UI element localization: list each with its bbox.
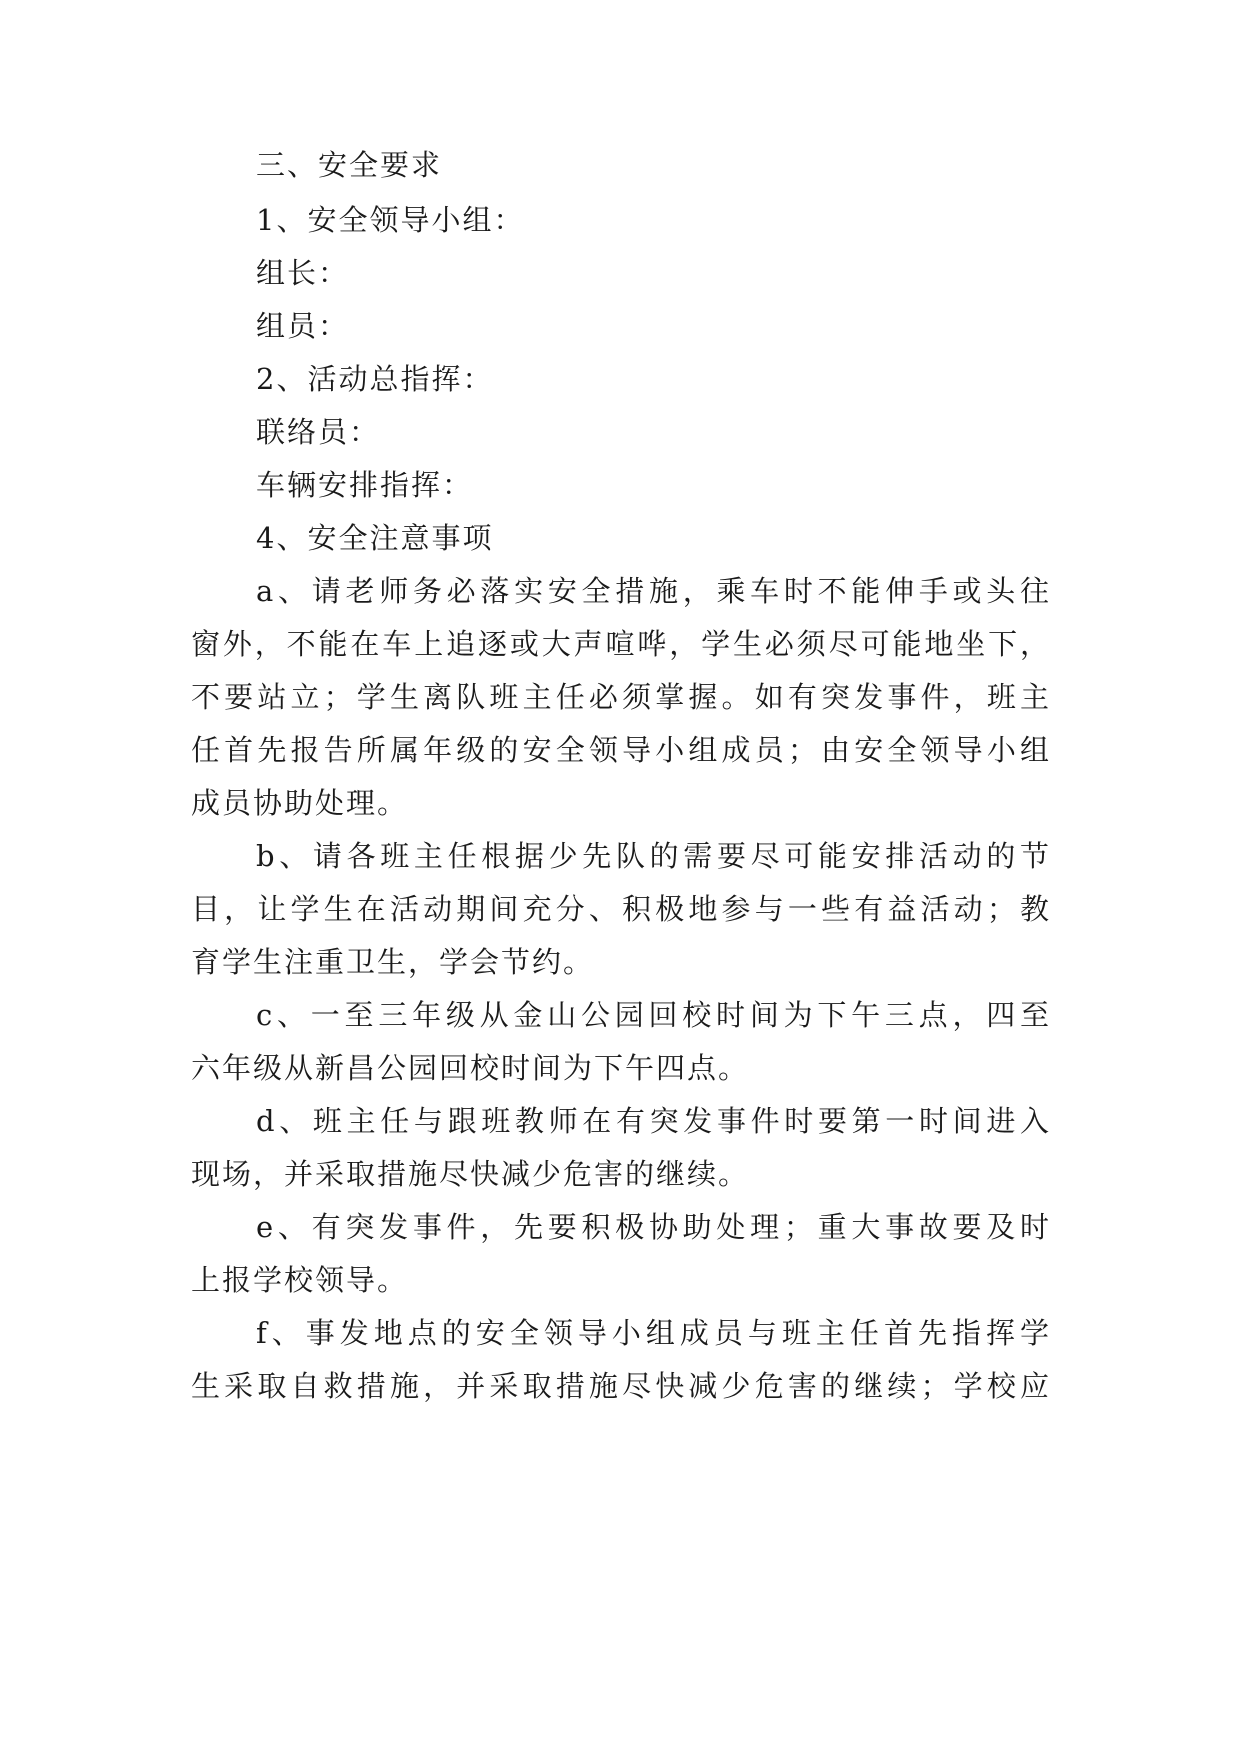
paragraph-line: c、一至三年级从金山公园回校时间为下午三点，四至: [256, 998, 1049, 1032]
text-line: 2、活动总指挥：: [256, 362, 494, 396]
paragraph-line: 窗外，不能在车上追逐或大声喧哗，学生必须尽可能地坐下，: [191, 627, 1049, 661]
text-line: 联络员：: [256, 415, 381, 449]
text-line: 4、安全注意事项: [256, 521, 494, 555]
text-line: 组员：: [256, 309, 350, 343]
paragraph-line: 任首先报告所属年级的安全领导小组成员；由安全领导小组: [191, 733, 1049, 767]
paragraph-line: 生采取自救措施，并采取措施尽快减少危害的继续；学校应: [191, 1369, 1049, 1403]
paragraph-line: e、有突发事件，先要积极协助处理；重大事故要及时: [256, 1210, 1049, 1244]
text-line: 车辆安排指挥：: [256, 468, 474, 502]
text-line: 组长：: [256, 256, 350, 290]
paragraph-line: a、请老师务必落实安全措施，乘车时不能伸手或头往: [256, 574, 1049, 608]
paragraph-line: f、事发地点的安全领导小组成员与班主任首先指挥学: [256, 1316, 1049, 1350]
paragraph-line: 上报学校领导。: [191, 1263, 409, 1297]
paragraph-line: 育学生注重卫生，学会节约。: [191, 945, 595, 979]
paragraph-line: b、请各班主任根据少先队的需要尽可能安排活动的节: [256, 839, 1049, 873]
paragraph-line: d、班主任与跟班教师在有突发事件时要第一时间进入: [256, 1104, 1049, 1138]
paragraph-line: 六年级从新昌公园回校时间为下午四点。: [191, 1051, 750, 1085]
text-line: 1、安全领导小组：: [256, 203, 525, 237]
paragraph-line: 目，让学生在活动期间充分、积极地参与一些有益活动；教: [191, 892, 1049, 926]
paragraph-line: 不要站立；学生离队班主任必须掌握。如有突发事件，班主: [191, 680, 1049, 714]
paragraph-line: 现场，并采取措施尽快减少危害的继续。: [191, 1157, 750, 1191]
paragraph-line: 成员协助处理。: [191, 786, 409, 820]
section-heading: 三、安全要求: [256, 148, 443, 182]
